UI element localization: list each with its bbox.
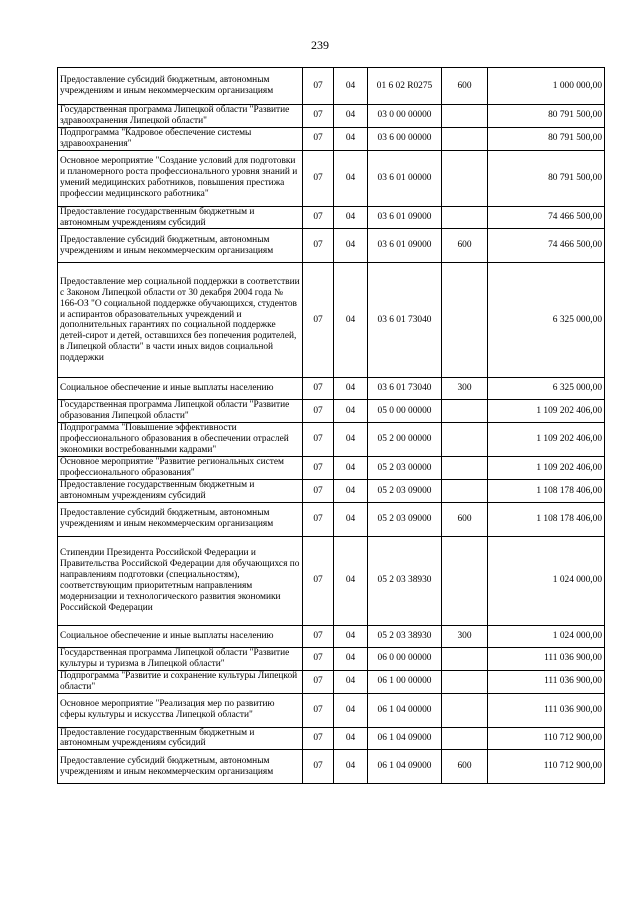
row-amount: 6 325 000,00	[488, 263, 605, 378]
row-name: Социальное обеспечение и иные выплаты населению	[58, 625, 303, 647]
row-name: Подпрограмма "Повышение эффективности профессионального образования в обеспечении отраслей экономики востребованными кадрами"	[58, 423, 303, 457]
row-name: Основное мероприятие "Создание условий для подготовки и планомерного роста профессионального уровня знаний и умений медицинских работников, повышения престижа профессии медицинского работника"	[58, 150, 303, 206]
row-expense-type	[442, 105, 488, 128]
row-subsection: 04	[334, 750, 368, 784]
table-body	[58, 68, 605, 784]
row-expense-type	[442, 727, 488, 750]
table-row	[58, 127, 605, 150]
row-name: Основное мероприятие "Реализация мер по развитию сферы культуры и искусства Липецкой области"	[58, 693, 303, 727]
row-subsection: 04	[334, 400, 368, 423]
row-amount: 1 024 000,00	[488, 625, 605, 647]
row-name: Государственная программа Липецкой области "Развитие культуры и туризма в Липецкой области"	[58, 647, 303, 670]
row-expense-type	[442, 670, 488, 693]
table-row	[58, 480, 605, 503]
row-section: 07	[303, 670, 334, 693]
row-target-article: 05 2 03 00000	[368, 457, 442, 480]
row-name: Государственная программа Липецкой области "Развитие здравоохранения Липецкой области"	[58, 105, 303, 128]
row-name: Основное мероприятие "Развитие региональных систем профессионального образования"	[58, 457, 303, 480]
row-section: 07	[303, 400, 334, 423]
row-expense-type: 600	[442, 502, 488, 536]
table-row	[58, 457, 605, 480]
row-section: 07	[303, 480, 334, 503]
row-target-article: 03 6 01 00000	[368, 150, 442, 206]
row-amount: 111 036 900,00	[488, 647, 605, 670]
row-target-article: 06 1 04 09000	[368, 727, 442, 750]
row-target-article: 03 6 01 09000	[368, 206, 442, 229]
row-amount: 80 791 500,00	[488, 127, 605, 150]
row-expense-type	[442, 206, 488, 229]
row-subsection: 04	[334, 625, 368, 647]
row-target-article: 05 2 03 38930	[368, 625, 442, 647]
row-subsection: 04	[334, 127, 368, 150]
row-section: 07	[303, 536, 334, 625]
row-subsection: 04	[334, 150, 368, 206]
row-section: 07	[303, 502, 334, 536]
row-target-article: 03 6 01 73040	[368, 263, 442, 378]
row-target-article: 05 2 00 00000	[368, 423, 442, 457]
table-row	[58, 625, 605, 647]
table-row	[58, 502, 605, 536]
row-name: Предоставление государственным бюджетным и автономным учреждениям субсидий	[58, 727, 303, 750]
row-section: 07	[303, 647, 334, 670]
row-amount: 1 000 000,00	[488, 68, 605, 105]
row-target-article: 05 0 00 00000	[368, 400, 442, 423]
row-target-article: 03 6 00 00000	[368, 127, 442, 150]
row-target-article: 06 1 04 09000	[368, 750, 442, 784]
row-name: Стипендии Президента Российской Федерации и Правительства Российской Федерации для обучающихся по направлениям подготовки (специальностям), соответствующим приоритетным направлениям модернизации и технологического развития экономики Российской Федерации	[58, 536, 303, 625]
page-number: 239	[311, 38, 329, 52]
row-name: Предоставление государственным бюджетным и автономным учреждениям субсидий	[58, 480, 303, 503]
row-name: Подпрограмма "Кадровое обеспечение системы здравоохранения"	[58, 127, 303, 150]
budget-table	[57, 67, 605, 784]
row-name: Предоставление субсидий бюджетным, автономным учреждениям и иным некоммерческим организациям	[58, 68, 303, 105]
row-subsection: 04	[334, 647, 368, 670]
row-amount: 80 791 500,00	[488, 105, 605, 128]
table-row	[58, 206, 605, 229]
row-target-article: 06 0 00 00000	[368, 647, 442, 670]
row-name: Предоставление субсидий бюджетным, автономным учреждениям и иным некоммерческим организациям	[58, 502, 303, 536]
table-row	[58, 693, 605, 727]
row-expense-type	[442, 400, 488, 423]
row-amount: 6 325 000,00	[488, 378, 605, 400]
row-expense-type: 600	[442, 229, 488, 263]
row-amount: 110 712 900,00	[488, 750, 605, 784]
row-target-article: 05 2 03 09000	[368, 480, 442, 503]
row-subsection: 04	[334, 378, 368, 400]
row-target-article: 03 6 01 09000	[368, 229, 442, 263]
row-target-article: 06 1 04 00000	[368, 693, 442, 727]
row-subsection: 04	[334, 229, 368, 263]
row-amount: 74 466 500,00	[488, 206, 605, 229]
row-subsection: 04	[334, 263, 368, 378]
table-row	[58, 423, 605, 457]
row-amount: 1 109 202 406,00	[488, 457, 605, 480]
table-row	[58, 400, 605, 423]
row-subsection: 04	[334, 693, 368, 727]
row-name: Предоставление субсидий бюджетным, автономным учреждениям и иным некоммерческим организациям	[58, 229, 303, 263]
row-expense-type: 600	[442, 750, 488, 784]
table-row	[58, 68, 605, 105]
row-section: 07	[303, 423, 334, 457]
row-target-article: 03 0 00 00000	[368, 105, 442, 128]
row-target-article: 06 1 00 00000	[368, 670, 442, 693]
row-name: Подпрограмма "Развитие и сохранение культуры Липецкой области"	[58, 670, 303, 693]
row-section: 07	[303, 457, 334, 480]
row-section: 07	[303, 105, 334, 128]
row-amount: 111 036 900,00	[488, 693, 605, 727]
row-amount: 111 036 900,00	[488, 670, 605, 693]
table-row	[58, 229, 605, 263]
row-section: 07	[303, 150, 334, 206]
row-name: Предоставление государственным бюджетным и автономным учреждениям субсидий	[58, 206, 303, 229]
table-row	[58, 150, 605, 206]
row-amount: 80 791 500,00	[488, 150, 605, 206]
row-amount: 1 108 178 406,00	[488, 480, 605, 503]
row-section: 07	[303, 727, 334, 750]
row-amount: 1 108 178 406,00	[488, 502, 605, 536]
row-section: 07	[303, 378, 334, 400]
row-expense-type: 300	[442, 625, 488, 647]
row-expense-type	[442, 647, 488, 670]
row-section: 07	[303, 625, 334, 647]
row-section: 07	[303, 68, 334, 105]
row-name: Предоставление мер социальной поддержки в соответствии с Законом Липецкой области от 30 декабря 2004 года № 166-ОЗ "О социальной поддержке обучающихся, студентов и аспирантов образовательных учреждений и дополнительных гарантиях по социальной поддержке детей-сирот и детей, оставшихся без попечения родителей, в Липецкой области" в части иных видов социальной поддержки	[58, 263, 303, 378]
row-target-article: 05 2 03 09000	[368, 502, 442, 536]
row-expense-type	[442, 536, 488, 625]
row-name: Предоставление субсидий бюджетным, автономным учреждениям и иным некоммерческим организациям	[58, 750, 303, 784]
row-section: 07	[303, 750, 334, 784]
row-section: 07	[303, 693, 334, 727]
row-expense-type	[442, 457, 488, 480]
row-section: 07	[303, 127, 334, 150]
row-subsection: 04	[334, 727, 368, 750]
row-expense-type	[442, 127, 488, 150]
table-row	[58, 536, 605, 625]
row-target-article: 05 2 03 38930	[368, 536, 442, 625]
row-subsection: 04	[334, 206, 368, 229]
table-row	[58, 647, 605, 670]
table-row	[58, 670, 605, 693]
row-amount: 110 712 900,00	[488, 727, 605, 750]
row-section: 07	[303, 206, 334, 229]
row-amount: 1 024 000,00	[488, 536, 605, 625]
table-row	[58, 727, 605, 750]
row-section: 07	[303, 229, 334, 263]
row-section: 07	[303, 263, 334, 378]
row-subsection: 04	[334, 457, 368, 480]
row-name: Социальное обеспечение и иные выплаты населению	[58, 378, 303, 400]
row-subsection: 04	[334, 68, 368, 105]
row-expense-type	[442, 150, 488, 206]
row-target-article: 01 6 02 R0275	[368, 68, 442, 105]
row-target-article: 03 6 01 73040	[368, 378, 442, 400]
row-subsection: 04	[334, 105, 368, 128]
row-amount: 1 109 202 406,00	[488, 400, 605, 423]
row-expense-type	[442, 480, 488, 503]
row-subsection: 04	[334, 480, 368, 503]
row-expense-type	[442, 693, 488, 727]
table-row	[58, 263, 605, 378]
row-amount: 1 109 202 406,00	[488, 423, 605, 457]
row-expense-type	[442, 423, 488, 457]
row-subsection: 04	[334, 502, 368, 536]
row-subsection: 04	[334, 536, 368, 625]
row-name: Государственная программа Липецкой области "Развитие образования Липецкой области"	[58, 400, 303, 423]
row-amount: 74 466 500,00	[488, 229, 605, 263]
table-row	[58, 750, 605, 784]
table-row	[58, 105, 605, 128]
row-expense-type	[442, 263, 488, 378]
table-row	[58, 378, 605, 400]
row-subsection: 04	[334, 423, 368, 457]
row-expense-type: 300	[442, 378, 488, 400]
row-subsection: 04	[334, 670, 368, 693]
row-expense-type: 600	[442, 68, 488, 105]
